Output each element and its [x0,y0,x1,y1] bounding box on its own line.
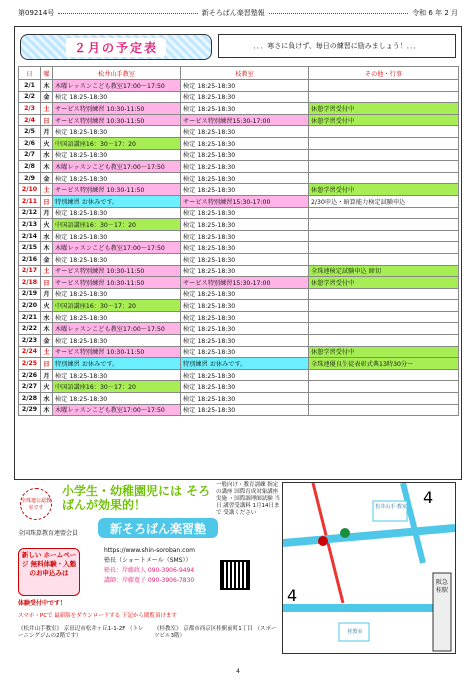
other-cell: 休憩学習受付中 [309,277,459,289]
katsura-cell: 検定 18:25-18:30 [181,137,309,149]
day-cell: 2/14 [19,230,41,242]
day-cell: 2/8 [19,161,41,173]
col-header-weekday: 曜 [41,67,53,80]
other-cell [309,335,459,347]
other-cell [309,149,459,161]
katsura-cell: 検定 18:25-18:30 [181,161,309,173]
day-cell: 2/20 [19,300,41,312]
katsura-cell: 検定 18:25-18:30 [181,103,309,115]
katsura-cell: 検定 18:25-18:30 [181,311,309,323]
issue-number: 第09214号 [18,9,55,17]
day-cell: 2/13 [19,219,41,231]
weekday-cell: 木 [41,242,53,254]
map-label-katsura: 桂教室 [347,629,363,635]
katsura-cell: 検定 18:25-18:30 [181,126,309,138]
matsuiyamate-cell: 検定 18:25-18:30 [53,253,181,265]
katsura-cell: 検定 18:25-18:30 [181,253,309,265]
matsuiyamate-cell: 検定 18:25-18:30 [53,149,181,161]
weekday-cell: 土 [41,265,53,277]
day-cell: 2/17 [19,265,41,277]
address-katsura: 《桂教室》 京都市西京区桂駅前町1丁目 （スポーツビル3階） [154,626,277,639]
table-row [19,172,459,184]
katsura-cell: 検定 18:25-18:30 [181,230,309,242]
table-row [19,242,459,254]
matsuiyamate-cell: サービス特別練習 10:30-11:50 [53,277,181,289]
katsura-cell: サービス特別練習15:30-17:00 [181,195,309,207]
qr-code[interactable] [220,560,250,590]
matsuiyamate-cell: 木曜レッスンこども教室17:00～17:50 [53,323,181,335]
day-cell: 2/26 [19,369,41,381]
weekday-cell: 木 [41,80,53,92]
other-cell: 2/30申込・暗算能力検定試験申込 [309,195,459,207]
access-map [282,482,456,654]
other-cell [309,393,459,405]
day-cell: 2/21 [19,311,41,323]
school-logo: 新そろばん楽習塾 [98,518,218,538]
schedule-table [18,66,459,416]
table-row [19,219,459,231]
day-cell: 2/15 [19,242,41,254]
katsura-cell: 検定 18:25-18:30 [181,149,309,161]
table-row [19,311,459,323]
weekday-cell: 火 [41,219,53,231]
other-cell [309,207,459,219]
weekday-cell: 木 [41,323,53,335]
other-cell [309,300,459,312]
weekday-cell: 火 [41,381,53,393]
matsuiyamate-cell: 検定 18:25-18:30 [53,335,181,347]
matsuiyamate-cell: 特別練習 お休みです。 [53,195,181,207]
matsuiyamate-cell: 検定 18:25-18:30 [53,172,181,184]
table-row [19,358,459,370]
weekday-cell: 月 [41,369,53,381]
other-cell: 休憩学習受付中 [309,103,459,115]
col-header-day: 日 [19,67,41,80]
table-header-row [19,67,459,80]
weekday-cell: 木 [41,404,53,416]
matsuiyamate-cell: 木曜レッスンこども教室17:00～17:50 [53,404,181,416]
day-cell: 2/7 [19,149,41,161]
matsuiyamate-cell: 中国語講座16：30－17：20 [53,219,181,231]
col-header-matsuiyamate: 松井山手教室 [53,67,181,80]
weekday-cell: 日 [41,277,53,289]
matsuiyamate-cell: 検定 18:25-18:30 [53,288,181,300]
katsura-cell: 検定 18:25-18:30 [181,288,309,300]
table-row [19,80,459,92]
katsura-cell: 検定 18:25-18:30 [181,381,309,393]
other-cell: 休憩学習受付中 [309,184,459,196]
katsura-cell: 検定 18:25-18:30 [181,172,309,184]
day-cell: 2/2 [19,91,41,103]
matsuiyamate-cell: 検定 18:25-18:30 [53,207,181,219]
matsuiyamate-cell: 中国語講座16：30－17：20 [53,300,181,312]
weekday-cell: 火 [41,137,53,149]
newsletter-header [18,6,458,20]
dotted-divider [58,12,197,14]
table-row [19,161,459,173]
website-url[interactable]: https://www.shin-soroban.com [104,547,195,554]
map-label-station: 阪急桂駅 [435,579,448,594]
other-cell [309,137,459,149]
weekday-cell: 金 [41,172,53,184]
day-cell: 2/22 [19,323,41,335]
day-cell: 2/4 [19,114,41,126]
day-cell: 2/5 [19,126,41,138]
contact-line-1: 塾長（ショートメール（SMS）） [104,557,192,564]
table-row [19,184,459,196]
matsuiyamate-cell: サービス特別練習 10:30-11:50 [53,265,181,277]
table-row [19,381,459,393]
katsura-cell: 検定 18:25-18:30 [181,346,309,358]
table-row [19,335,459,347]
katsura-cell: 検定 18:25-18:30 [181,184,309,196]
matsuiyamate-cell: 検定 18:25-18:30 [53,369,181,381]
other-cell: 休憩学習受付中 [309,114,459,126]
matsuiyamate-cell: 特別練習 お休みです。 [53,358,181,370]
weekday-cell: 月 [41,207,53,219]
matsuiyamate-cell: 木曜レッスンこども教室17:00～17:50 [53,80,181,92]
matsuiyamate-cell: 木曜レッスンこども教室17:00～17:50 [53,242,181,254]
contact-line-3: 講師：岸藤寛子 090-3906-7830 [104,577,195,584]
table-row [19,91,459,103]
day-cell: 2/12 [19,207,41,219]
table-row [19,103,459,115]
other-cell [309,311,459,323]
day-cell: 2/25 [19,358,41,370]
table-row [19,126,459,138]
katsura-cell: 検定 18:25-18:30 [181,300,309,312]
weekday-cell: 金 [41,335,53,347]
day-cell: 2/24 [19,346,41,358]
col-header-other: その他・行事 [309,67,459,80]
weekday-cell: 土 [41,184,53,196]
day-cell: 2/11 [19,195,41,207]
weekday-cell: 日 [41,358,53,370]
other-cell [309,91,459,103]
contact-block [104,546,234,586]
issue-date: 令和 6 年 2 月 [412,9,458,17]
matsuiyamate-cell: 中国語講座16：30－17：20 [53,381,181,393]
matsuiyamate-cell: サービス特別練習 10:30-11:50 [53,103,181,115]
page-title-box [20,34,212,60]
trial-note: 体験受付中です！ [18,600,67,607]
certified-badge: 全珠連公認教室です [20,488,52,520]
message-box: ．．．寒さに負けず、毎日の練習に励みましょう！．．． [218,34,456,58]
matsuiyamate-cell: 検定 18:25-18:30 [53,126,181,138]
other-cell [309,381,459,393]
matsuiyamate-cell: 木曜レッスンこども教室17:00～17:50 [53,161,181,173]
table-row [19,207,459,219]
table-row [19,253,459,265]
homepage-box: 新しい ホームページ 無料体験・入塾 のお申込みは [18,548,80,596]
katsura-cell: 検定 18:25-18:30 [181,265,309,277]
newsletter-title: 新そろばん楽習塾報 [201,9,265,17]
matsuiyamate-cell: 検定 18:25-18:30 [53,230,181,242]
svg-text:4: 4 [287,586,298,605]
katsura-cell: サービス特別練習15:30-17:00 [181,277,309,289]
weekday-cell: 土 [41,103,53,115]
weekday-cell: 木 [41,161,53,173]
table-row [19,114,459,126]
table-row [19,300,459,312]
contact-line-2: 塾長：岸藤政人 090-3906-9494 [104,567,195,574]
table-row [19,393,459,405]
table-row [19,323,459,335]
address-matsuiyamate: 《松井山手教室》 京田辺市松井ヶ丘1-1-2F （トレーニングジムの2階です） [18,626,144,639]
table-row [19,149,459,161]
weekday-cell: 日 [41,114,53,126]
weekday-cell: 金 [41,253,53,265]
katsura-cell: 検定 18:25-18:30 [181,80,309,92]
day-cell: 2/16 [19,253,41,265]
weekday-cell: 水 [41,393,53,405]
weekday-cell: 土 [41,346,53,358]
other-cell [309,253,459,265]
weekday-cell: 月 [41,126,53,138]
katsura-cell: 特別練習 お休みです。 [181,358,309,370]
info-text: 一般向け・教育訓練 指定の講座 国際育成対象講座 実施 ・国際調理師試験 当日 講習受講料 1月14日まで 受講ください [216,482,280,516]
other-cell [309,230,459,242]
advertisement-section [14,480,460,670]
day-cell: 2/10 [19,184,41,196]
weekday-cell: 火 [41,300,53,312]
day-cell: 2/27 [19,381,41,393]
katsura-cell: サービス特別練習15:30-17:00 [181,114,309,126]
day-cell: 2/28 [19,393,41,405]
table-row [19,346,459,358]
table-row [19,195,459,207]
table-row [19,369,459,381]
day-cell: 2/3 [19,103,41,115]
other-cell [309,288,459,300]
katsura-cell: 検定 18:25-18:30 [181,219,309,231]
matsuiyamate-cell: サービス特別練習 10:30-11:50 [53,114,181,126]
day-cell: 2/23 [19,335,41,347]
weekday-cell: 月 [41,288,53,300]
weekday-cell: 金 [41,91,53,103]
other-cell [309,323,459,335]
other-cell [309,161,459,173]
katsura-cell: 検定 18:25-18:30 [181,393,309,405]
table-row [19,404,459,416]
day-cell: 2/1 [19,80,41,92]
matsuiyamate-cell: サービス特別練習 10:30-11:50 [53,184,181,196]
other-cell [309,369,459,381]
table-row [19,265,459,277]
table-row [19,137,459,149]
col-header-katsura: 枝教室 [181,67,309,80]
matsuiyamate-cell: 中国語講座16：30－17：20 [53,137,181,149]
page-number: 4 [236,668,240,675]
other-cell: 全珠連優良生徒表彰式典13時30分～ [309,358,459,370]
katsura-cell: 検定 18:25-18:30 [181,242,309,254]
other-cell: 全珠連検定試験申込 締切 [309,265,459,277]
matsuiyamate-cell: サービス特別練習 10:30-11:50 [53,346,181,358]
table-row [19,277,459,289]
svg-text:4: 4 [423,488,434,507]
download-note: スマホ・PCで 最新版をダウンロードする 下記から閲覧頂けます [18,613,177,619]
other-cell [309,242,459,254]
day-cell: 2/9 [19,172,41,184]
map-label-matsuiyamate: 松井山手 教室 [375,504,407,510]
federation-label: 全国珠算教育連盟会員 [18,530,79,537]
other-cell: 休憩学習受付中 [309,346,459,358]
matsuiyamate-cell: 検定 18:25-18:30 [53,91,181,103]
map-drawing [283,483,455,653]
day-cell: 2/19 [19,288,41,300]
day-cell: 2/18 [19,277,41,289]
katsura-cell: 検定 18:25-18:30 [181,207,309,219]
page-title: ２月の予定表 [66,38,166,57]
table-row [19,288,459,300]
katsura-cell: 検定 18:25-18:30 [181,335,309,347]
other-cell [309,219,459,231]
weekday-cell: 水 [41,230,53,242]
other-cell [309,126,459,138]
matsuiyamate-cell: 検定 18:25-18:30 [53,311,181,323]
other-cell [309,80,459,92]
katsura-cell: 検定 18:25-18:30 [181,91,309,103]
day-cell: 2/29 [19,404,41,416]
table-row [19,230,459,242]
katsura-cell: 検定 18:25-18:30 [181,369,309,381]
other-cell [309,172,459,184]
dotted-divider [269,12,408,14]
slogan: 小学生・幼稚園児には そろばんが効果的！ [62,484,211,512]
weekday-cell: 水 [41,149,53,161]
weekday-cell: 日 [41,195,53,207]
katsura-cell: 検定 18:25-18:30 [181,323,309,335]
weekday-cell: 水 [41,311,53,323]
other-cell [309,404,459,416]
day-cell: 2/6 [19,137,41,149]
matsuiyamate-cell: 検定 18:25-18:30 [53,393,181,405]
katsura-cell: 検定 18:25-18:30 [181,404,309,416]
